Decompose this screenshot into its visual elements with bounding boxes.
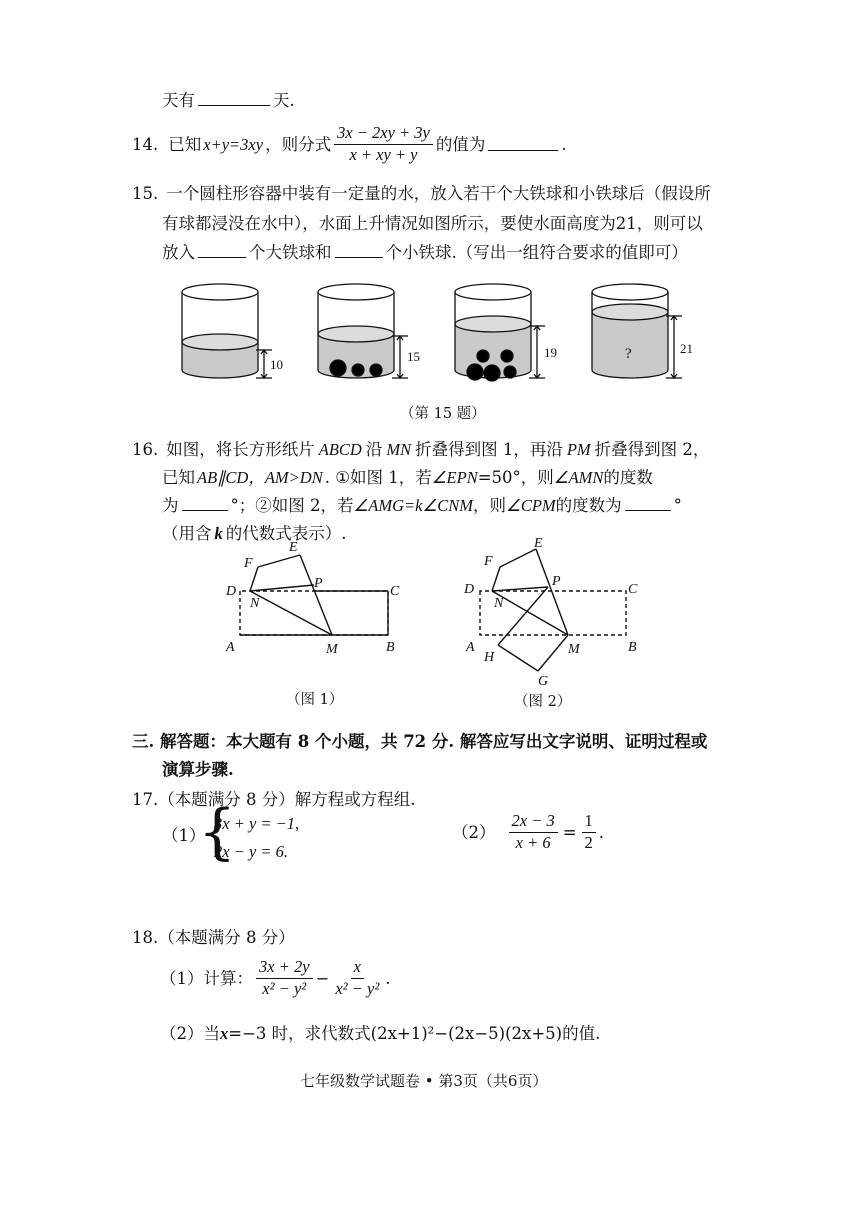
fig1-label-C: C: [390, 584, 400, 599]
q16-line2: 已知 AB∥CD，AM>DN . ①如图 1，若∠EPN=50°，则∠AMN的度数: [162, 468, 653, 487]
cylinder-2: [318, 284, 408, 378]
cylinder-3: [455, 284, 545, 381]
q14-fraction: $\frac{3x - 2xy + 3y}{x + xy + y}$: [334, 124, 433, 165]
q15-line1: 15. 一个圆柱形容器中装有一定量的水，放入若干个大铁球和小铁球后（假设所: [132, 184, 711, 203]
fig2-caption: （图 2）: [514, 694, 572, 710]
fig2-label-E: E: [534, 536, 543, 551]
cylinder-4: [592, 284, 682, 378]
fig2-label-H: H: [484, 650, 495, 665]
fig1-label-M: M: [326, 642, 338, 657]
q17-part1-label: （1）: [162, 826, 206, 845]
fig2-label-B: B: [628, 640, 637, 655]
section-3-heading: 三. 解答题：本大题有 8 个小题，共 72 分. 解答应写出文字说明、证明过程或: [132, 732, 708, 751]
q17-eq2: 2x − y = 6.: [214, 842, 289, 861]
q15-cylinders-figure: [170, 278, 730, 398]
fig2-label-A: A: [466, 640, 475, 655]
q16-answer-blank-1[interactable]: [182, 509, 228, 511]
fig1-label-D: D: [226, 584, 237, 599]
unknown-height-label: ?: [625, 346, 632, 362]
q17-part2: （2） $\frac{2x - 3}{x + 6}$ = $\frac{1}{2}$ .: [452, 811, 605, 852]
q18-header: 18.（本题满分 8 分）: [132, 928, 295, 947]
q15-line3: 放入 个大铁球和 个小铁球.（写出一组符合要求的值即可）: [162, 243, 688, 262]
q15-caption: （第 15 题）: [400, 406, 486, 422]
q18-part2: （2）当x=−3 时，求代数式(2x+1)²−(2x−5)(2x+5)的值.: [160, 1024, 601, 1043]
height-label-21: 21: [680, 341, 693, 356]
q17-system-brace: {: [198, 797, 237, 867]
fig2-label-D: D: [464, 582, 475, 597]
q16-figure-1: [222, 537, 422, 657]
height-label-10: 10: [270, 357, 283, 372]
q18-fraction-2: $\frac{x}{\text{x² − y²}}$: [335, 957, 380, 998]
page-footer: 七年级数学试题卷 • 第3页（共6页）: [300, 1072, 548, 1090]
fig1-label-P: P: [314, 576, 323, 591]
q18-part1: （1）计算： $\frac{3x + 2y}{\text{x² − y²}}$ − $\frac{x}{\text{x² − y²}}$ .: [160, 957, 391, 998]
cylinder-1: [182, 284, 272, 378]
q13-answer-blank[interactable]: [198, 104, 270, 106]
question-14: 14. 已知 x+y=3xy ，则分式 $\frac{3x - 2xy + 3y}{x + xy + y}$ 的值为 .: [132, 123, 567, 164]
fig2-label-M: M: [568, 642, 580, 657]
q16-line1: 16. 如图，将长方形纸片 ABCD 沿 MN 折叠得到图 1，再沿 PM 折叠得到图 2，: [132, 440, 710, 459]
q17-header: 17.（本题满分 8 分）解方程或方程组.: [132, 790, 416, 809]
fig2-label-F: F: [484, 554, 493, 569]
q13-tail: 天有 天.: [162, 91, 295, 110]
fig2-label-P: P: [552, 574, 561, 589]
q16-line3: 为 °；②如图 2，若∠AMG=k∠CNM，则∠CPM的度数为 °: [162, 496, 682, 515]
section-3-heading-line2: 演算步骤.: [162, 760, 234, 779]
fig1-label-B: B: [386, 640, 395, 655]
fig2-label-N: N: [494, 596, 504, 611]
q17-lhs-fraction: $\frac{2x - 3}{x + 6}$: [509, 812, 558, 853]
q16-figure-2: [458, 535, 668, 685]
q16-line4: （用含 k 的代数式表示）.: [162, 524, 347, 543]
fig2-label-C: C: [628, 582, 638, 597]
q15-big-ball-blank[interactable]: [198, 256, 246, 258]
q15-small-ball-blank[interactable]: [335, 256, 383, 258]
fig2-label-G: G: [538, 674, 549, 685]
fig1-label-A: A: [226, 640, 235, 655]
fig1-label-E: E: [289, 540, 298, 555]
q17-rhs-fraction: $\frac{1}{2}$: [582, 812, 596, 853]
q15-line2: 有球都浸没在水中），水面上升情况如图所示，要使水面高度为21，则可以: [162, 214, 703, 233]
q14-answer-blank[interactable]: [488, 149, 558, 151]
q14-number: 14.: [132, 134, 159, 154]
fig1-label-N: N: [250, 596, 260, 611]
q16-answer-blank-2[interactable]: [625, 509, 671, 511]
q18-fraction-1: $\frac{3x + 2y}{\text{x² − y²}}$: [256, 958, 313, 999]
fig1-caption: （图 1）: [286, 692, 344, 708]
q17-eq1: 3x + y = −1,: [214, 814, 300, 833]
height-label-15: 15: [407, 349, 420, 364]
fig1-label-F: F: [244, 556, 253, 571]
height-label-19: 19: [544, 345, 557, 360]
